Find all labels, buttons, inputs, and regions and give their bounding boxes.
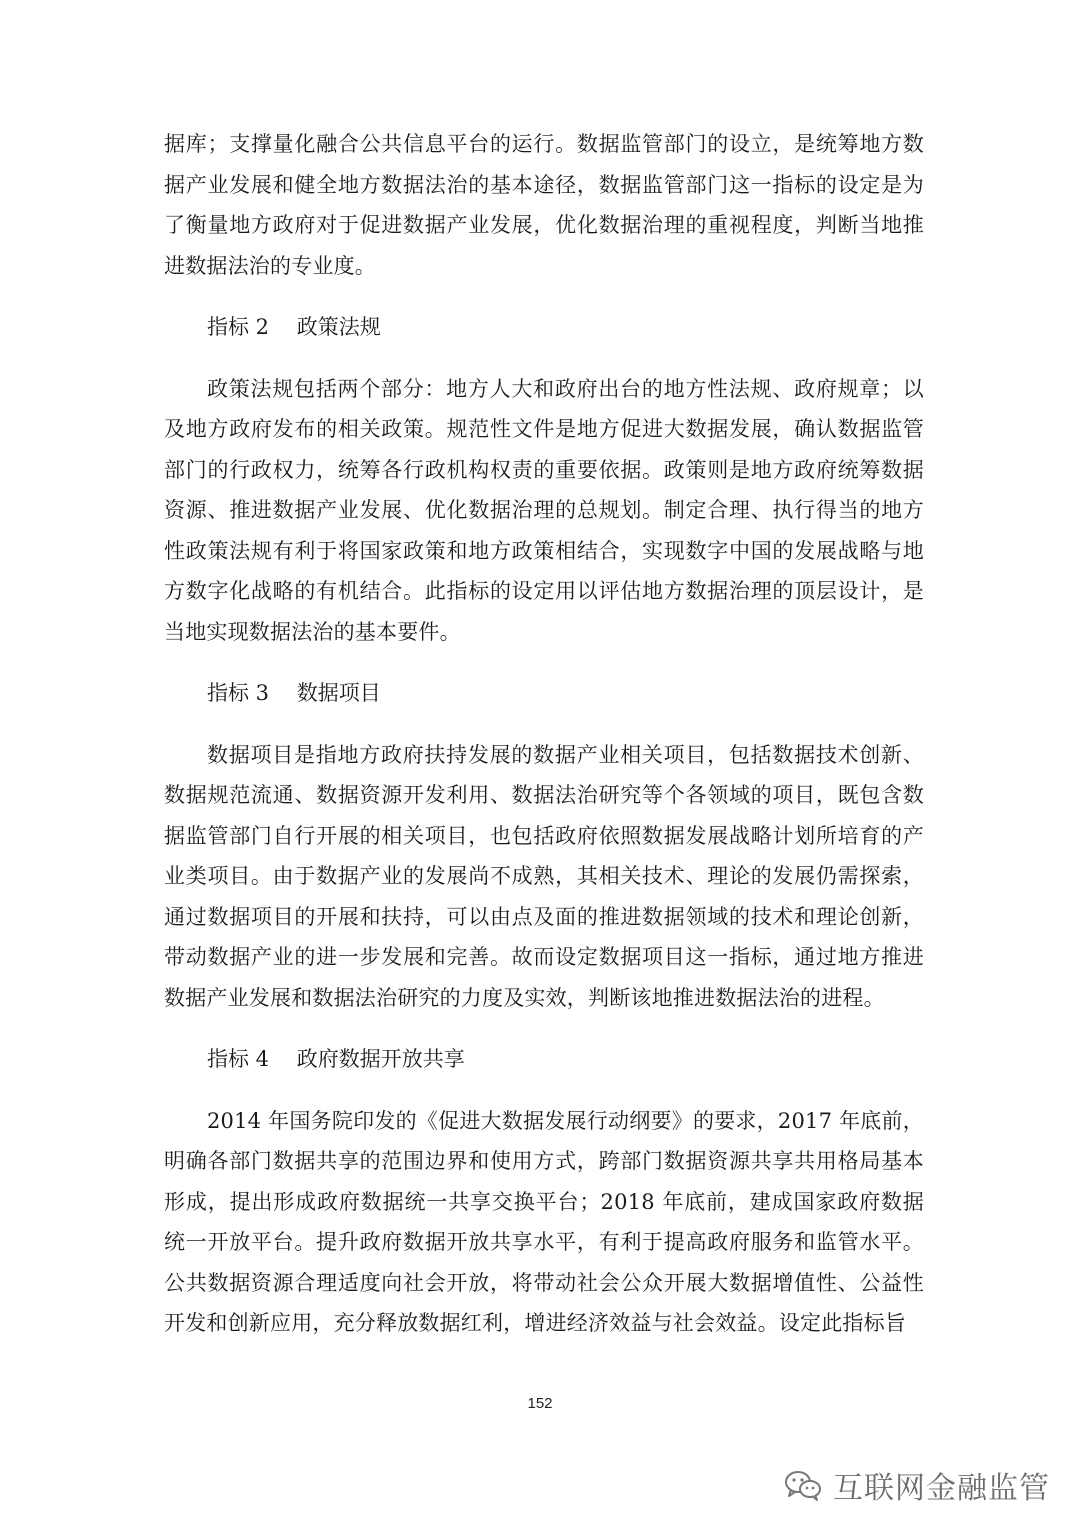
section-heading: 指标 4 政府数据开放共享 [207,1047,465,1071]
section-heading: 指标 3 数据项目 [207,681,381,705]
watermark [783,1463,1050,1507]
paragraph: 政策法规包括两个部分：地方人大和政府出台的地方性法规、政府规章；以及地方政府发布的相关政策。规范性文件是地方促进大数据发展，确认数据监管部门的行政权力，统筹各行政机构权责的重要依据。政策则是地方政府统筹数据资源、推进数据产业发展、优化数据治理的总规划。制定合理、执行得当的地方性政策法规有利于将国家政策和地方政策相结合，实现数字中国的发展战略与地方数字化战略的有机结合。此指标的设定用以评估地方数据治理的顶层设计，是当地实现数据法治的基本要件。 [164,376,924,644]
wechat-icon [783,1468,823,1502]
paragraph: 数据项目是指地方政府扶持发展的数据产业相关项目，包括数据技术创新、数据规范流通、数据资源开发利用、数据法治研究等个各领域的项目，既包含数据监管部门自行开展的相关项目，也包括政府依照数据发展战略计划所培育的产业类项目。由于数据产业的发展尚不成熟，其相关技术、理论的发展仍需探索，通过数据项目的开展和扶持，可以由点及面的推进数据领域的技术和理论创新，带动数据产业的进一步发展和完善。故而设定数据项目这一指标，通过地方推进数据产业发展和数据法治研究的力度及实效，判断该地推进数据法治的进程。 [164,742,924,1010]
paragraph: 2014 年国务院印发的《促进大数据发展行动纲要》的要求，2017 年底前，明确各部门数据共享的范围边界和使用方式，跨部门数据资源共享共用格局基本形成，提出形成政府数据统一共享交换平台；2018 年底前，建成国家政府数据统一开放平台。提升政府数据开放共享水平，有利于提高政府服务和监管水平。公共数据资源合理适度向社会开放，将带动社会公众开展大数据增值性、公益性开发和创新应用，充分释放数据红利，增进经济效益与社会效益。设定此指标旨 [164,1108,924,1335]
document-body [164,124,924,1344]
paragraph: 据库；支撑量化融合公共信息平台的运行。数据监管部门的设立，是统筹地方数据产业发展和健全地方数据法治的基本途径，数据监管部门这一指标的设定是为了衡量地方政府对于促进数据产业发展，优化数据治理的重视程度，判断当地推进数据法治的专业度。 [164,132,924,278]
watermark-text: 互联网金融监管 [833,1471,1050,1506]
page-number: 152 [527,1395,553,1412]
section-heading: 指标 2 政策法规 [207,315,381,339]
